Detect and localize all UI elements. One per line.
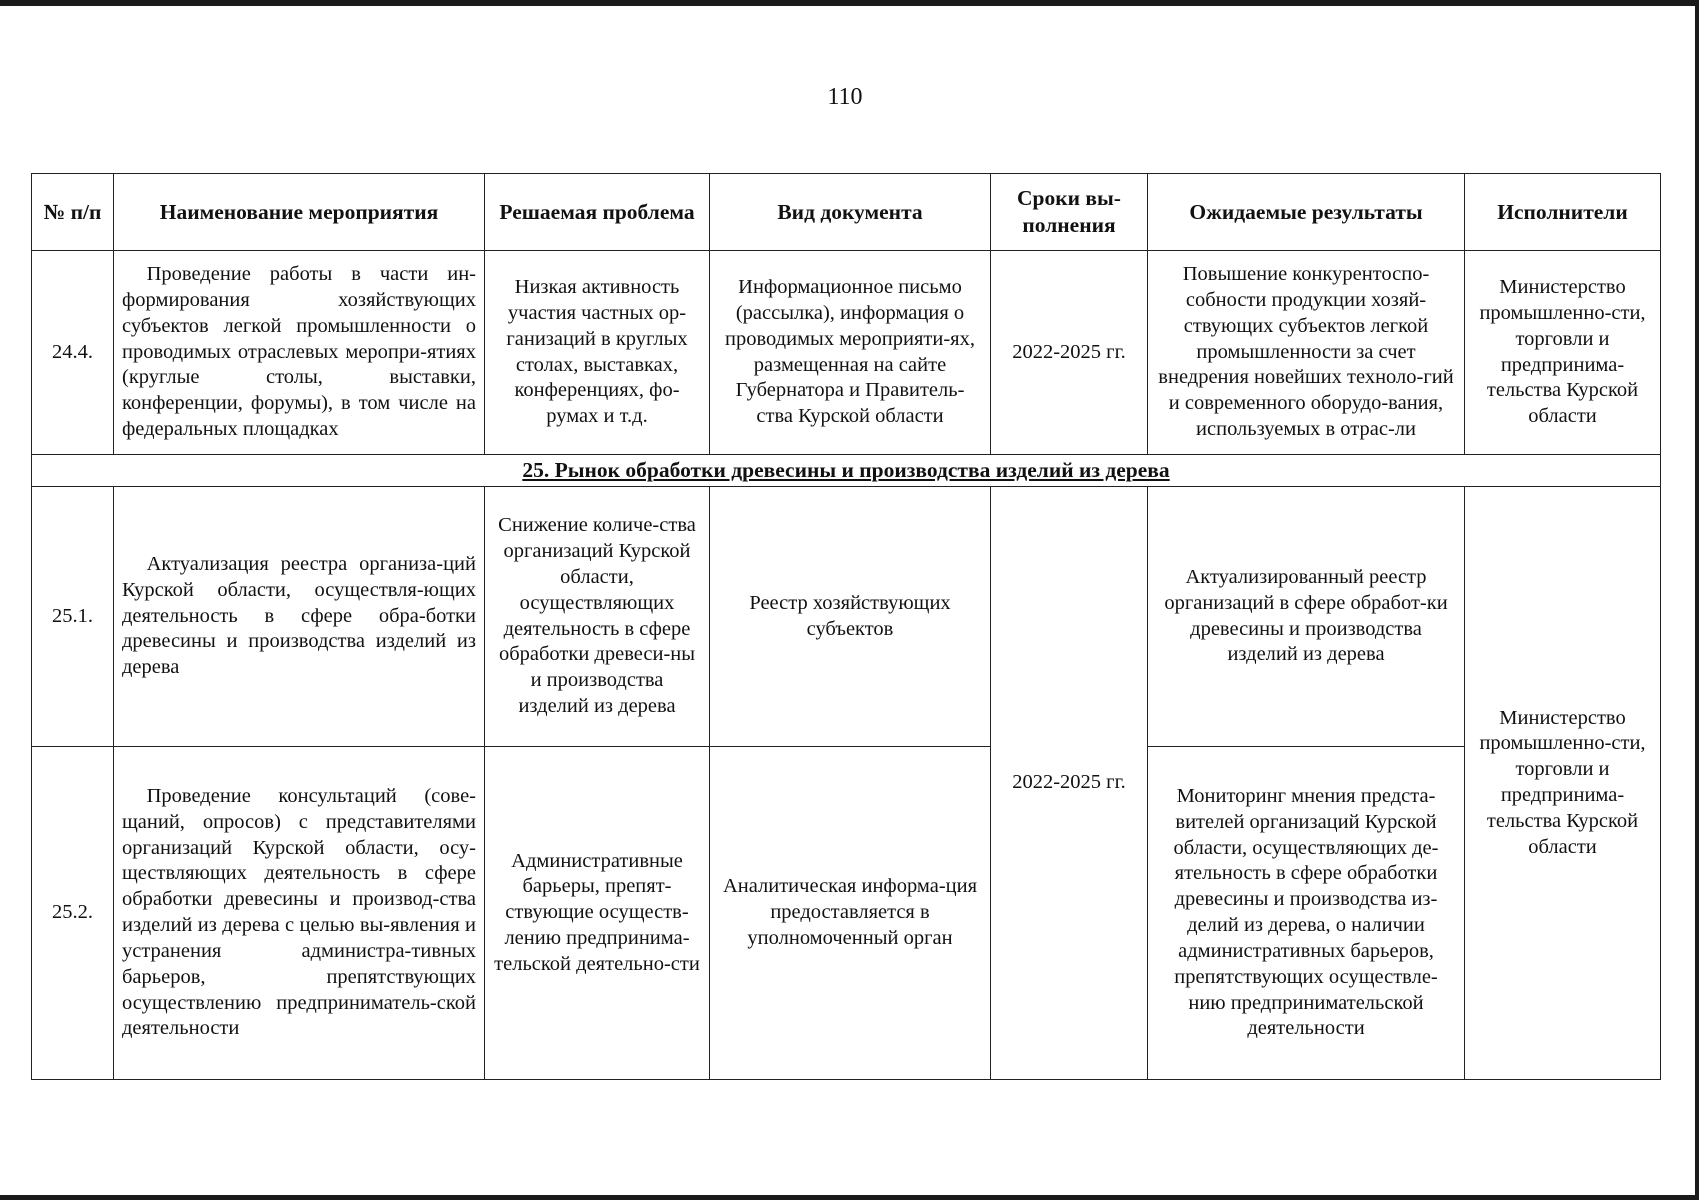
section-row [32, 455, 1661, 487]
section-25-term: 2022-2025 гг. [991, 487, 1148, 1080]
row-25-2-problem: Административные барьеры, препят-ствующие осуществ-лению предпринима-тельской деятельно-сти [485, 747, 710, 1080]
header-measure-name: Наименование мероприятия [114, 174, 485, 251]
table-header-row [32, 174, 1661, 251]
row-24-4-executor: Министерство промышленно-сти, торговли и предпринима-тельства Курской области [1465, 251, 1661, 455]
row-25-1-name: Актуализация реестра организа-ций Курской области, осуществля-ющих деятельность в сфере обра-ботки древесины и производства изделий из дерева [114, 487, 485, 747]
header-document-type: Вид документа [710, 174, 991, 251]
section-25-title: 25. Рынок обработки древесины и производства изделий из дерева [32, 455, 1661, 487]
row-25-2-result: Мониторинг мнения предста-вителей организаций Курской области, осуществляющих де-ятельность в сфере обработки древесины и производства из-делий из дерева, о наличии административных барьеров, препятствующих осуществле-нию предпринимательской деятельности [1148, 747, 1465, 1080]
row-25-1-number: 25.1. [32, 487, 114, 747]
row-24-4-name: Проведение работы в части ин-формирования хозяйствующих субъектов легкой промышленности о проводимых отраслевых меропри-ятиях (круглые столы, выставки, конференции, форумы), в том числе на федеральных площадках [114, 251, 485, 455]
section-25-executor: Министерство промышленно-сти, торговли и предпринима-тельства Курской области [1465, 487, 1661, 1080]
table-row [32, 487, 1661, 747]
table-row [32, 251, 1661, 455]
bottom-border-line [0, 1195, 1699, 1200]
row-25-1-result: Актуализированный реестр организаций в сфере обработ-ки древесины и производства изделий из дерева [1148, 487, 1465, 747]
header-term: Сроки вы-полнения [991, 174, 1148, 251]
row-24-4-problem: Низкая активность участия частных ор-ганизаций в круглых столах, выставках, конференциях, фо-румах и т.д. [485, 251, 710, 455]
right-border-line [1695, 0, 1699, 1200]
row-24-4-term: 2022-2025 гг. [991, 251, 1148, 455]
header-number: № п/п [32, 174, 114, 251]
row-25-2-number: 25.2. [32, 747, 114, 1080]
row-25-2-name: Проведение консультаций (сове-щаний, опросов) с представителями организаций Курской области, осу-ществляющих деятельность в сфере обработки древесины и производ-ства изделий из дерева с целью вы-явления и устранения администра-тивных барьеров, препятствующих осуществлению предприниматель-ской деятельности [114, 747, 485, 1080]
header-executors: Исполнители [1465, 174, 1661, 251]
page-number: 110 [827, 84, 863, 110]
row-25-1-document: Реестр хозяйствующих субъектов [710, 487, 991, 747]
header-problem: Решаемая проблема [485, 174, 710, 251]
row-24-4-result: Повышение конкурентоспо-собности продукции хозяй-ствующих субъектов легкой промышленности за счет внедрения новейших техноло-гий и современного оборудо-вания, используемых в отрас-ли [1148, 251, 1465, 455]
measures-table [31, 173, 1661, 1080]
row-25-2-document: Аналитическая информа-ция предоставляется в уполномоченный орган [710, 747, 991, 1080]
header-expected-results: Ожидаемые результаты [1148, 174, 1465, 251]
top-border-line [0, 0, 1699, 6]
row-25-1-problem: Снижение количе-ства организаций Курской области, осуществляющих деятельность в сфере обработки древеси-ны и производства изделий из дерева [485, 487, 710, 747]
row-24-4-number: 24.4. [32, 251, 114, 455]
row-24-4-document: Информационное письмо (рассылка), информация о проводимых мероприяти-ях, размещенная на сайте Губернатора и Правитель-ства Курской области [710, 251, 991, 455]
table-row [32, 747, 1661, 1080]
